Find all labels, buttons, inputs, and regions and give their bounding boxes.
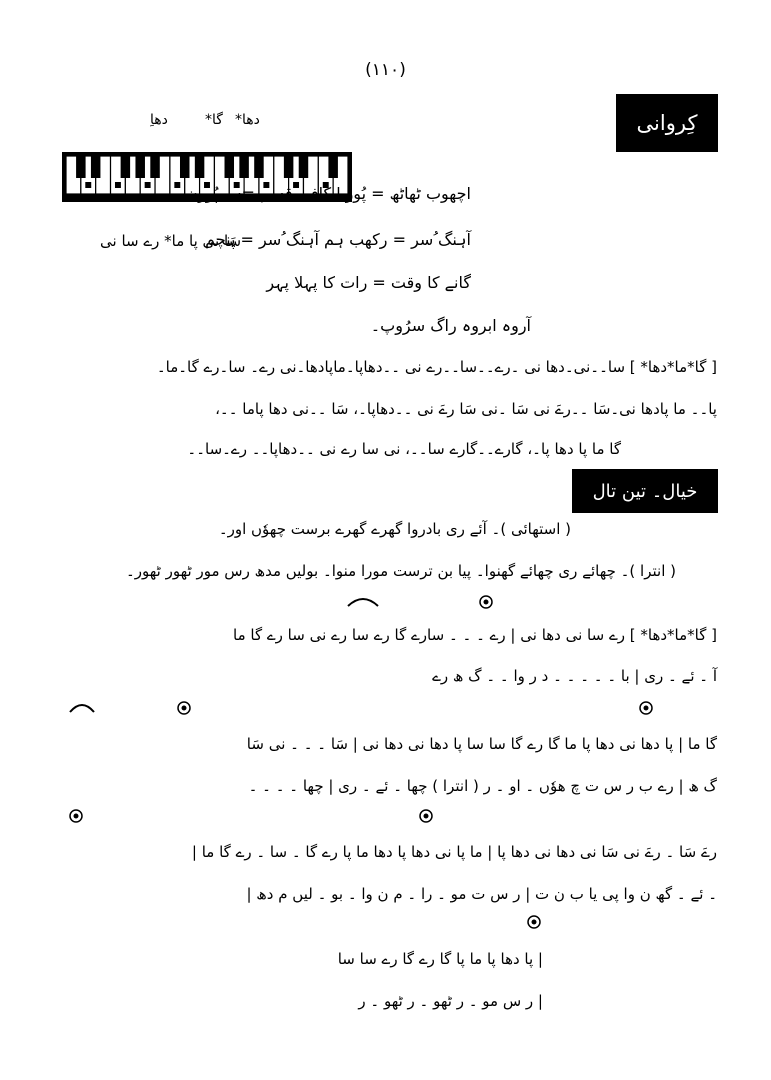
key-marker bbox=[85, 182, 91, 188]
keyboard-label-dha-2: دھاِ bbox=[150, 112, 168, 128]
asthai-lyrics: ( استھائی )۔ آئے ری بادروا گھرے گھرے برست چھوٗں اور۔ bbox=[218, 520, 571, 538]
notation-row-3-bol: ۔ ئے ۔ گھ ن وا پی یا ب ن ت | ر س ت مو ۔ را ۔ م ن وا ۔ بو ۔ لیں م دھ | bbox=[246, 885, 717, 903]
black-key bbox=[195, 156, 204, 178]
notation-row-3-sargam: رےَ سَا ۔ رےَ نی سَا نی دھا نی دھا پا | ما پا نی دھا پا دھا ما پا رے گا ۔ سا ۔ رے گا ما | bbox=[191, 843, 717, 861]
black-key bbox=[328, 156, 337, 178]
sam-mark-1 bbox=[478, 594, 494, 610]
thaat-line: اچھوب ٹھاٹھ = پُوربا کافی قسم =سمپُورن bbox=[186, 184, 471, 203]
notation-row-4-sargam: | پا دھا پا ما پا گا رے گا رے سا سا bbox=[337, 950, 543, 968]
swaroop-line-1: [ گا*ما*دھا* ] سا۔۔نی۔دھا نی ۔رے۔۔سا۔۔رے نی ۔۔دھاپا۔ماپادھا۔نی رے۔ سا۔رے گا۔ما۔ bbox=[156, 358, 717, 376]
notation-row-1-bol: آ ۔ ئے ۔ ری | با ۔ ۔ ۔ ۔ ۔ د ر وا ۔ ۔ گ ھ رے bbox=[432, 667, 717, 685]
key-marker bbox=[145, 182, 151, 188]
meend-arc-2 bbox=[68, 700, 96, 714]
keyboard-labels bbox=[150, 112, 280, 136]
notation-row-2-bol: گ ھ | رے ب ر س ت چ ھوٗں ۔ او ۔ ر ( انترا ) چھا ۔ ئے ۔ ری | چھا ۔ ۔ ۔ ۔ bbox=[248, 777, 717, 795]
swaroop-line-2: پا۔۔ ما پادھا نی۔سَا ۔۔رےَ نی سَا ۔نی سَا رےَ نی ۔۔دھاپا۔، سَا ۔۔نی دھا پاما ۔۔، bbox=[215, 400, 717, 418]
sam-mark-6 bbox=[526, 914, 542, 930]
black-key bbox=[299, 156, 308, 178]
notation-row-4-bol: | ر س مو ۔ ر ٹھو ۔ ر ٹھو ۔ ر bbox=[358, 992, 543, 1010]
sam-mark-5 bbox=[418, 808, 434, 824]
black-key bbox=[150, 156, 159, 178]
raag-title: کِروانی bbox=[616, 94, 718, 152]
black-key bbox=[254, 156, 263, 178]
vadi-samvadi-line: آہنگ ُسر = رکھب ہم آہنگ ُسر = پنچم bbox=[205, 230, 471, 249]
meend-arc-1 bbox=[346, 594, 380, 608]
section-heading: خیال۔ تین تال bbox=[572, 469, 718, 513]
swaroop-line-3: گا ما پا دھا پا۔، گارے۔۔گارے سا۔۔، نی سا رے نی ۔۔دھاپا۔۔ رے۔سا۔۔ bbox=[187, 440, 621, 458]
notation-row-2-sargam: گا ما | پا دھا نی دھا پا ما گا رے گا سا سا پا دھا نی دھا نی | سَا ۔ ۔ ۔ نی سَا bbox=[246, 735, 717, 753]
keyboard-label-dha: دھا* bbox=[235, 112, 260, 128]
black-key bbox=[91, 156, 100, 178]
page-number: (۱۱۰) bbox=[365, 60, 406, 80]
aroh-heading: آروہ ابروہ راگ سرُوپ۔ bbox=[370, 316, 531, 335]
black-key bbox=[121, 156, 130, 178]
black-key bbox=[225, 156, 234, 178]
keyboard-note-line: سَا نی پا ما* رے سا نی bbox=[100, 232, 242, 250]
black-key bbox=[135, 156, 144, 178]
antara-lyrics: ( انترا )۔ چھائے ری چھائے گھنوا۔ پیا بن ترست مورا منوا۔ بولیں مدھ رس مور ٹھور ٹھور۔ bbox=[125, 562, 676, 580]
notation-row-1-sargam: [ گا*ما*دھا* ] رے سا نی دھا نی | رے ۔ ۔ ۔ سارے گا رے سا رے نی سا رے گا ما bbox=[233, 626, 717, 644]
sam-mark-2 bbox=[176, 700, 192, 716]
key-marker bbox=[115, 182, 121, 188]
black-key bbox=[284, 156, 293, 178]
key-marker bbox=[174, 182, 180, 188]
keyboard-label-ga: گا* bbox=[205, 112, 223, 128]
sam-mark-4 bbox=[68, 808, 84, 824]
time-line: گانے کا وقت = رات کا پہلا پہر bbox=[266, 273, 471, 292]
black-key bbox=[180, 156, 189, 178]
black-key bbox=[76, 156, 85, 178]
sam-mark-3 bbox=[638, 700, 654, 716]
black-key bbox=[239, 156, 248, 178]
